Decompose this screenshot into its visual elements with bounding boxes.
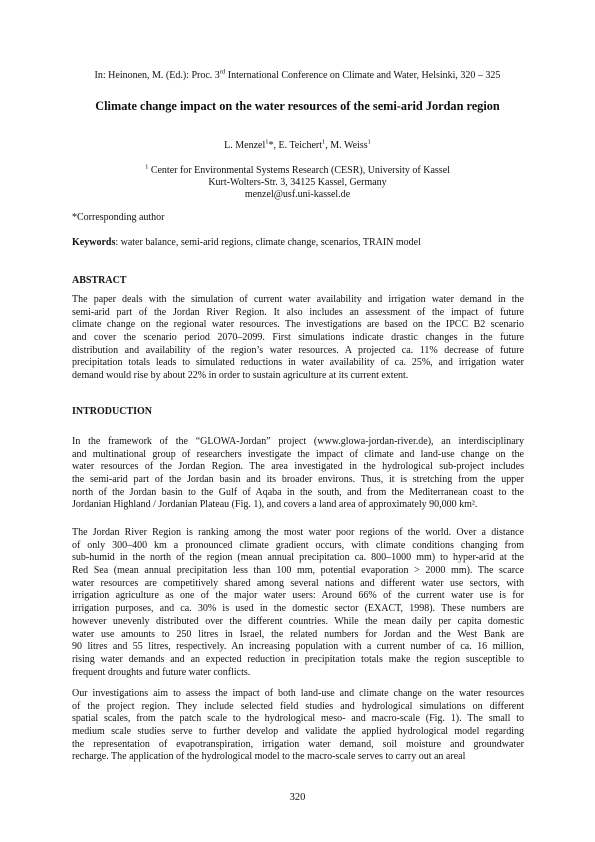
paragraph-line: spatial scales, from the patch scale to the hydrological meso- and macro-scale (Fig. 1). The small to <box>72 713 524 725</box>
paragraph-line: water resources are competitively shared among several nations and different water use sectors, with <box>72 577 524 589</box>
paragraph-line: In the framework of the “GLOWA-Jordan” project (www.glowa-jordan-river.de), an interdisciplinary <box>72 436 524 447</box>
author-affiliation-mark: 1 <box>322 138 326 146</box>
intro-paragraph-1 <box>72 436 524 512</box>
paragraph-line: the representation of evapotranspiration, irrigation water demand, soil moisture and groundwater <box>72 738 524 750</box>
paragraph-line: of only 300–400 km a pronounced climate gradient occurs, with climate conditions changing from <box>72 539 524 551</box>
affiliation-block <box>0 165 595 201</box>
affiliation-institute: Center for Environmental Systems Research (CESR), University of Kassel <box>148 165 450 176</box>
paragraph-line: the semi-arid part of the Jordan basin and its broader environs. Thus, it is stretching from the upper <box>72 474 524 486</box>
paragraph-line: medium scale studies serve to further develop and validate the applied hydrological model regarding <box>72 726 524 738</box>
paragraph-line: north of the Jordan basin to the Gulf of Aqaba in the south, and from the Mediterranean coast to the <box>72 486 524 498</box>
author-affiliation-mark: 1 <box>367 138 371 146</box>
citation-text-start: In: Heinonen, M. (Ed.): Proc. 3 <box>94 70 220 81</box>
paragraph-line: Our investigations aim to assess the impact of both land-use and climate change on the water resources <box>72 688 524 699</box>
author-name: E. Teichert <box>278 140 323 151</box>
page-number: 320 <box>289 792 306 803</box>
abstract-paragraph <box>72 294 524 383</box>
paragraph-line: and multinational group of researchers investigate the impact of climate and land-use change on the <box>72 448 524 460</box>
paragraph-line: irrigation agriculture as one of the major water users: Around 66% of the current water use is for <box>72 590 524 602</box>
corresponding-mark: *, <box>268 140 279 151</box>
paragraph-line: The Jordan River Region is ranking among the most water poor regions of the world. Over a distance <box>72 527 524 538</box>
citation-text-end: International Conference on Climate and Water, Helsinki, 320 – 325 <box>225 70 501 81</box>
corresponding-author-note: *Corresponding author <box>72 212 165 223</box>
intro-paragraph-3 <box>72 688 524 764</box>
paragraph-line: rising water demands and an expected reduction in precipitation totals make the region susceptible to <box>72 653 524 665</box>
paragraph-line: The paper deals with the simulation of current water availability and irrigation water demand in the <box>72 294 524 305</box>
affiliation-email: menzel@usf.uni-kassel.de <box>244 189 351 200</box>
paragraph-line: irrigation purposes, and ca. 30% is used in the domestic sector (EXACT, 1998). These numbers are <box>72 603 524 615</box>
author-name: L. Menzel <box>224 140 266 151</box>
author-list <box>0 140 595 152</box>
paragraph-line: however unevenly distributed over the different countries. While the mean daily per capita domestic <box>72 615 524 627</box>
paragraph-line: Jordanian Highland / Jordanian Plateau (Fig. 1), and covers a land area of approximately 90,000 km². <box>72 499 478 511</box>
paragraph-line: sub-humid in the north of the region (mean annual precipitation ca. 800–1000 mm) to hyper-arid at the <box>72 552 524 564</box>
paragraph-line: of the project region. They include selected field studies and hydrological simulations on different <box>72 700 524 712</box>
affiliation-number: 1 <box>145 163 149 171</box>
paper-title: Climate change impact on the water resources of the semi-arid Jordan region <box>95 99 500 113</box>
paragraph-line: recharge. The application of the hydrological model to the macro-scale serves to carry out an areal <box>72 751 466 763</box>
paragraph-line: and cover the scenario period 2070–2099. First simulations indicate drastic changes in the future <box>72 332 524 344</box>
author-separator: , <box>325 140 331 151</box>
author-name: M. Weiss <box>330 140 368 151</box>
paragraph-line: demand would rise by about 22% in order to sustain agriculture at its current extent. <box>72 370 409 382</box>
paragraph-line: distribution and availability of the region’s water resources. A projected ca. 11% decrease of future <box>72 344 524 356</box>
paragraph-line: water use amounts to 250 litres in Israel, the related numbers for Jordan and the West Bank are <box>72 628 524 640</box>
paragraph-line: frequent droughts and future water conflicts. <box>72 666 251 678</box>
author-affiliation-mark: 1 <box>265 138 269 146</box>
introduction-heading: INTRODUCTION <box>72 406 153 417</box>
affiliation-line <box>0 165 595 177</box>
citation-superscript: rd <box>219 68 226 76</box>
paragraph-line: Red Sea (mean annual precipitation less than 100 mm, potential evaporation > 2000 mm). The scarce <box>72 565 524 577</box>
paragraph-line: precipitation totals leads to simulated reductions in water availability of ca. 25%, and irrigation water <box>72 357 524 369</box>
keywords-line <box>72 237 524 249</box>
paragraph-line: climate change on the regional water resources. The investigations are based on the IPCC B2 scenario <box>72 319 524 331</box>
paragraph-line: semi-arid part of the Jordan River Region. It also includes an assessment of the impact of future <box>72 306 524 318</box>
paragraph-line: 90 litres and 55 litres, respectively. An increasing population with a current number of ca. 16 million, <box>72 641 524 653</box>
keywords-text: : water balance, semi-arid regions, climate change, scenarios, TRAIN model <box>115 237 421 248</box>
keywords-label: Keywords <box>72 237 116 248</box>
affiliation-address: Kurt-Wolters-Str. 3, 34125 Kassel, Germany <box>208 177 387 188</box>
intro-paragraph-2 <box>72 527 524 679</box>
citation-header <box>0 70 595 82</box>
paragraph-line: water resources of the Jordan Region. The area investigated in the hydrological sub-project includes <box>72 461 524 473</box>
abstract-heading: ABSTRACT <box>72 275 127 286</box>
